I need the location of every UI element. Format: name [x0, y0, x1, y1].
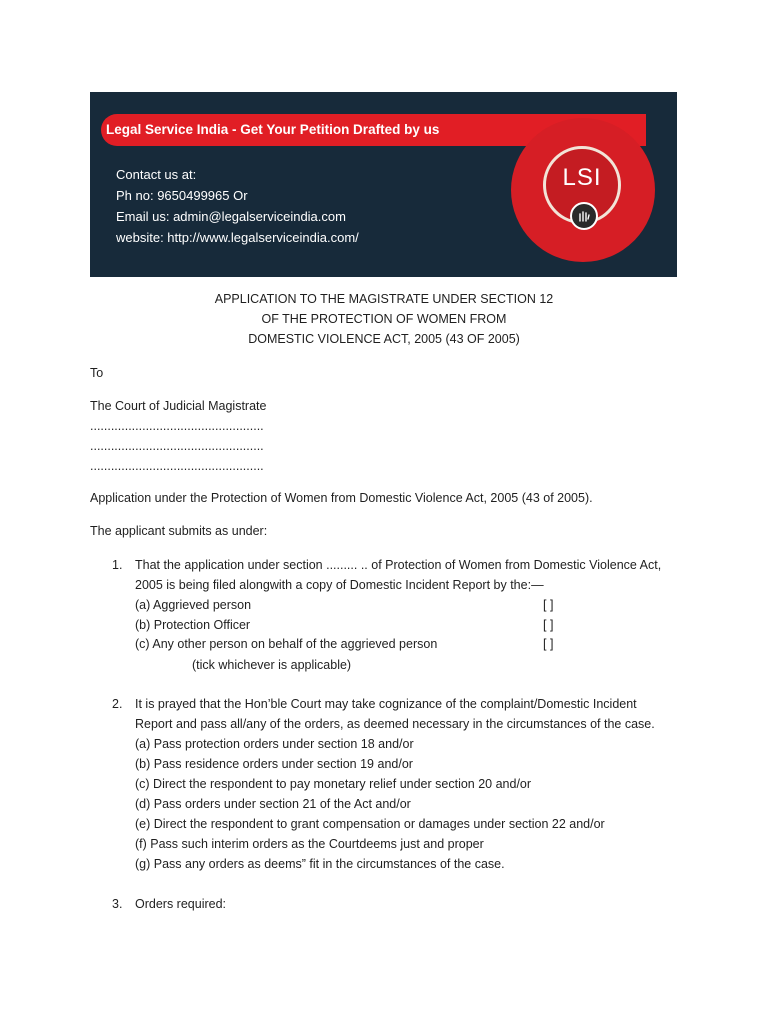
intro-paragraph: Application under the Protection of Women from Domestic Violence Act, 2005 (43 of 2005). [90, 491, 593, 505]
item-2-line-1: It is prayed that the Hon’ble Court may take cognizance of the complaint/Domestic Incident [135, 697, 637, 711]
address-dots-1: .................................................. [90, 419, 264, 433]
item-1-line-1: That the application under section ......... .. of Protection of Women from Domestic Violence Act, [135, 558, 662, 572]
item-1-option-a: (a) Aggrieved person [135, 598, 252, 612]
banner-contact [116, 164, 359, 248]
contact-heading: Contact us at: [116, 167, 197, 182]
item-1-option-c: (c) Any other person on behalf of the aggrieved person [135, 637, 438, 651]
item-1-checkbox-c[interactable]: [ ] [543, 637, 554, 651]
item-1-line-2: 2005 is being filed alongwith a copy of Domestic Incident Report by the:— [135, 578, 544, 592]
item-1-checkbox-b[interactable]: [ ] [543, 618, 554, 632]
item-2-order-d: (d) Pass orders under section 21 of the Act and/or [135, 797, 411, 811]
contact-website[interactable]: website: http://www.legalserviceindia.com/ [116, 230, 359, 245]
logo-text: LSI [562, 164, 602, 191]
item-2-line-2: Report and pass all/any of the orders, as deemed necessary in the circumstances of the case. [135, 717, 655, 731]
item-2-order-f: (f) Pass such interim orders as the Courtdeems just and proper [135, 837, 484, 851]
item-1-checkbox-a[interactable]: [ ] [543, 598, 554, 612]
address-court: The Court of Judicial Magistrate [90, 399, 267, 413]
heading-line-1: APPLICATION TO THE MAGISTRATE UNDER SECTION 12 [214, 292, 554, 306]
item-2-order-g: (g) Pass any orders as deems” fit in the circumstances of the case. [135, 857, 505, 871]
item-1-number: 1. [112, 558, 123, 572]
heading-line-2: OF THE PROTECTION OF WOMEN FROM [261, 312, 507, 326]
item-3-number: 3. [112, 897, 123, 911]
hand-badge-icon [570, 202, 598, 230]
item-2-order-b: (b) Pass residence orders under section 19 and/or [135, 757, 413, 771]
contact-email[interactable]: Email us: admin@legalserviceindia.com [116, 209, 346, 224]
heading-line-3: DOMESTIC VIOLENCE ACT, 2005 (43 OF 2005) [248, 332, 520, 346]
item-2-order-a: (a) Pass protection orders under section 18 and/or [135, 737, 414, 751]
item-2-number: 2. [112, 697, 123, 711]
banner-title: Legal Service India - Get Your Petition Drafted by us [106, 122, 440, 137]
legal-service-banner [90, 92, 677, 277]
item-2-order-e: (e) Direct the respondent to grant compensation or damages under section 22 and/or [135, 817, 605, 831]
submits-line: The applicant submits as under: [90, 524, 268, 538]
item-2-order-c: (c) Direct the respondent to pay monetary relief under section 20 and/or [135, 777, 532, 791]
address-dots-3: .................................................. [90, 459, 264, 473]
contact-phone: Ph no: 9650499965 Or [116, 188, 248, 203]
item-1-option-b: (b) Protection Officer [135, 618, 251, 632]
item-3-text: Orders required: [135, 897, 227, 911]
address-dots-2: .................................................. [90, 439, 264, 453]
address-to: To [90, 366, 104, 380]
item-1-note: (tick whichever is applicable) [192, 658, 352, 672]
